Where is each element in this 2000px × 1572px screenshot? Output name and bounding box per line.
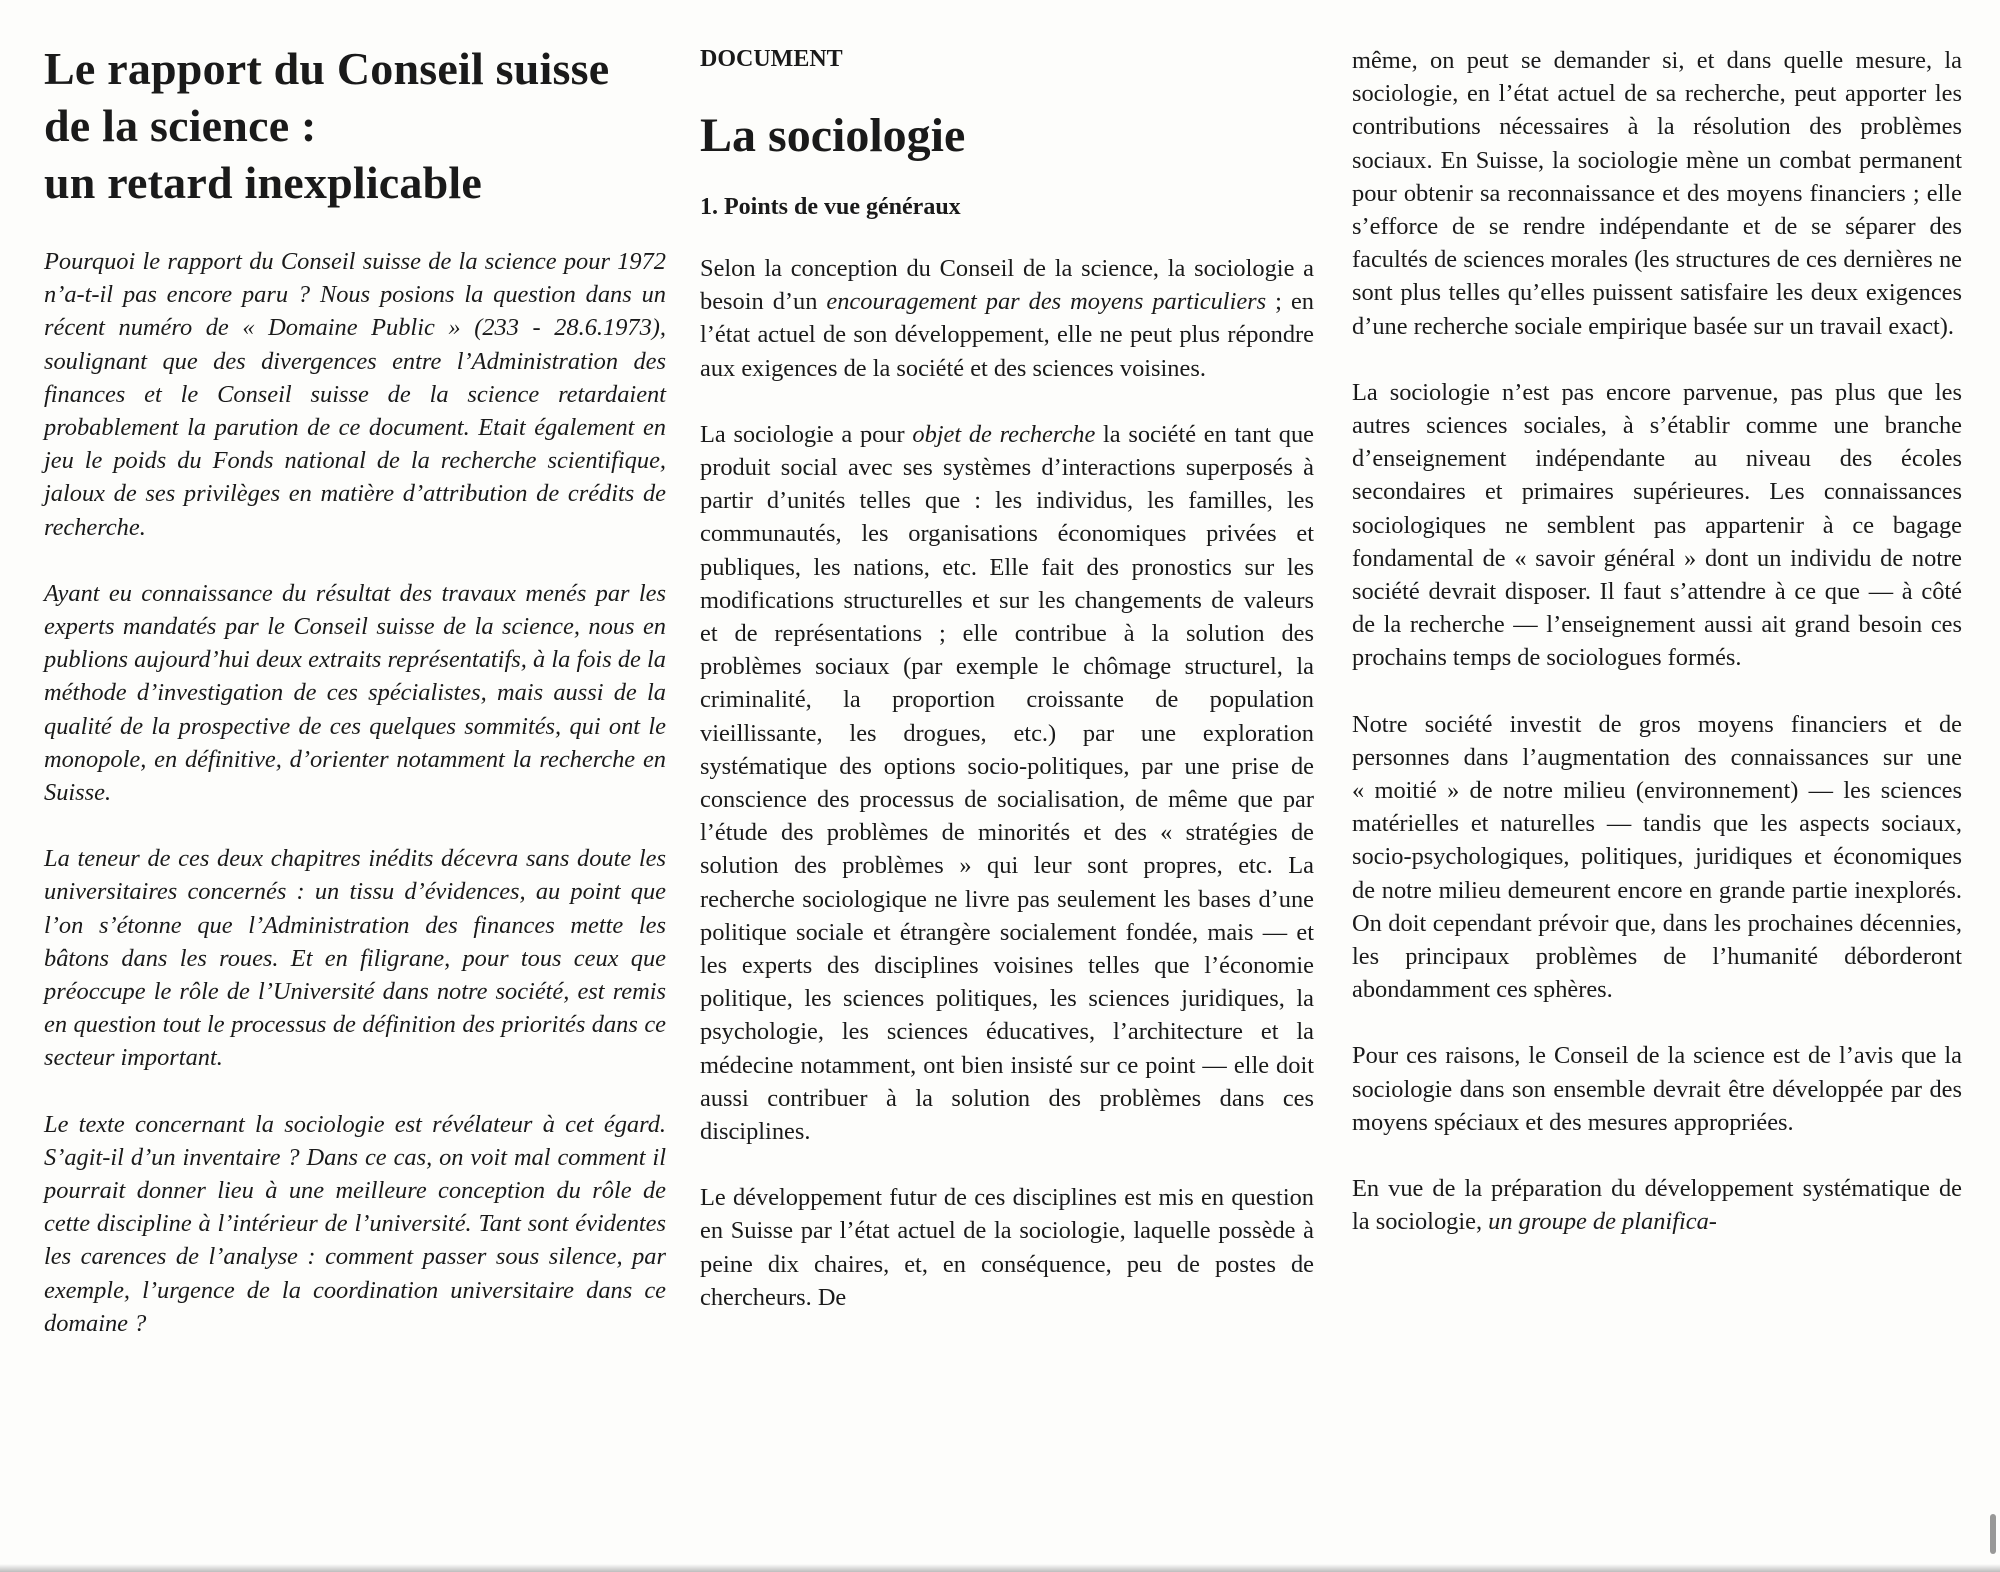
body-paragraph-5: La sociologie n’est pas encore parvenue, pas plus que les autres sciences sociales, à s’établir comme une branche d’enseignement indépendante au niveau des écoles secondaires et primaires supérieures. Les connaissances sociologiques ne semblent pas appartenir à ce bagage fondamental de « savoir général » dont un individu de notre société devrait disposer. Il faut s’attendre à ce que — à côté de la recherche — l’enseignement aussi ait grand besoin ces prochains temps de sociologues formés. [1352,378,1962,672]
intro-paragraph-1: Pourquoi le rapport du Conseil suisse de la science pour 1972 n’a-t-il pas encore paru ? Nous posions la question dans un récent numéro de « Domaine Public » (233 - 28.6.1973), soulignant que des divergences entre l’Administration des finances et le Conseil suisse de la science retardaient probablement la parution de ce document. Etait également en jeu le poids du Fonds national de la recherche scientifique, jaloux de ses privilèges en matière d’attribution de crédits de recherche. [44,248,666,541]
text-run: La sociologie a pour [700,420,913,448]
text-run: Selon la conception du Conseil de la science, la sociologie a besoin d’un [700,255,1314,316]
text-run: ; en l’état actuel de son développement, elle ne peut plus répondre aux exigences de la société et des sciences voisines. [700,288,1314,382]
body-paragraph-2 [700,418,1314,1148]
section-kicker: DOCUMENT [700,46,843,72]
intro-paragraph-3: La teneur de ces deux chapitres inédits décevra sans doute les universitaires concernés : un tissu d’évidences, au point que l’on s’étonne que l’Administration des finances mette les bâtons dans les roues. Et en filigrane, pour tous ceux que préoccupe le rôle de l’Université dans notre société, est remis en question tout le processus de définition des priorités dans ce secteur important. [44,845,666,1072]
body-paragraph-8 [1352,1172,1962,1238]
body-paragraph-1 [700,252,1314,385]
section-subhead: 1. Points de vue généraux [700,194,961,220]
body-paragraph-7: Pour ces raisons, le Conseil de la science est de l’avis que la sociologie dans son ensemble devrait être développée par des moyens spéciaux et des mesures appropriées. [1352,1042,1962,1136]
headline-line-1: Le rapport du Conseil suisse [44,43,610,94]
emphasis-text: un groupe de planifica- [1488,1208,1717,1236]
body-paragraph-3: Le développement futur de ces disciplines est mis en question en Suisse par l’état actuel de la sociologie, laquelle possède à peine dix chaires, et, en conséquence, peu de postes de chercheurs. De [700,1184,1314,1311]
intro-column [44,40,666,1373]
intro-paragraph-2: Ayant eu connaissance du résultat des travaux menés par les experts mandatés par le Conseil suisse de la science, nous en publions aujourd’hui deux extraits représentatifs, à la fois de la méthode d’investigation de ces spécialistes, mais aussi de la qualité de la prospective de ces quelques sommités, qui ont le monopole, en définitive, d’orienter notamment la recherche en Suisse. [44,579,666,807]
text-run: la société en tant que produit social avec ses systèmes d’interactions superposés à partir d’unités telles que : les individus, les familles, les communautés, les organisations économiques privées et publiques, les nations, etc. Elle fait des pronostics sur les modifications structurelles et sur les changements de valeurs et de représentations ; elle contribue à la solution des problèmes sociaux (par exemple le chômage structurel, la criminalité, la proportion croissante de population vieillissante, les drogues, etc.) par une exploration systématique des options socio-politiques, par une prise de conscience des processus de socialisation, de même que par l’étude des problèmes de minorités et des « stratégies de solution des problèmes » qui leur sont propres, etc. La recherche sociologique ne livre pas seulement les bases d’une politique sociale et étrangère socialement fondée, mais — et les experts des disciplines voisines telles que l’économie politique, les sciences politiques, les sciences juridiques, la psychologie, les sciences éducatives, l’architecture et la médecine notamment, ont bien insisté sur ce point — elle doit aussi contribuer à la solution des problèmes dans ces disciplines. [700,420,1314,1146]
page-bottom-edge [0,1564,2000,1572]
intro-paragraph-4: Le texte concernant la sociologie est révélateur à cet égard. S’agit-il d’un inventaire ? Dans ce cas, on voit mal comment il pourrait donner lieu à une meilleure conception du rôle de cette discipline à l’intérieur de l’université. Tant sont évidentes les carences de l’analyse : comment passer sous silence, par exemple, l’urgence de la coordination universitaire dans ce domaine ? [44,1110,666,1337]
continuation-column [1352,44,1962,1272]
article-headline [44,40,666,211]
headline-line-3: un retard inexplicable [44,157,483,208]
headline-line-2: de la science : [44,100,317,151]
document-title: La sociologie [700,109,966,162]
emphasis-text: encouragement par des moyens particuliers [826,288,1267,316]
page-corner-mark [1990,1514,1996,1554]
text-run: En vue de la préparation du développement systématique de la sociologie, [1352,1175,1962,1236]
body-paragraph-6: Notre société investit de gros moyens financiers et de personnes dans l’augmentation des connaissances sur une « moitié » de notre milieu (environnement) — les sciences matérielles et naturelles — tandis que les aspects sociaux, socio-psychologiques, politiques, juridiques et économiques de notre milieu demeurent encore en grande partie inexplorés. On doit cependant prévoir que, dans les prochaines décennies, les principaux problèmes de l’humanité déborderont abondamment ces sphères. [1352,710,1962,1004]
body-paragraph-4: même, on peut se demander si, et dans quelle mesure, la sociologie, en l’état actuel de sa recherche, peut apporter les contributions nécessaires à la résolution des problèmes sociaux. En Suisse, la sociologie mène un combat permanent pour obtenir sa reconnaissance et des moyens financiers ; elle s’efforce de se rendre indépendante et de se séparer des facultés de sciences morales (les structures de ces dernières ne sont plus telles qu’elles puissent satisfaire les deux exigences d’une recherche sociale empirique basée sur un travail exact). [1352,47,1962,340]
document-column [700,44,1314,1347]
emphasis-text: objet de recherche [912,420,1096,448]
